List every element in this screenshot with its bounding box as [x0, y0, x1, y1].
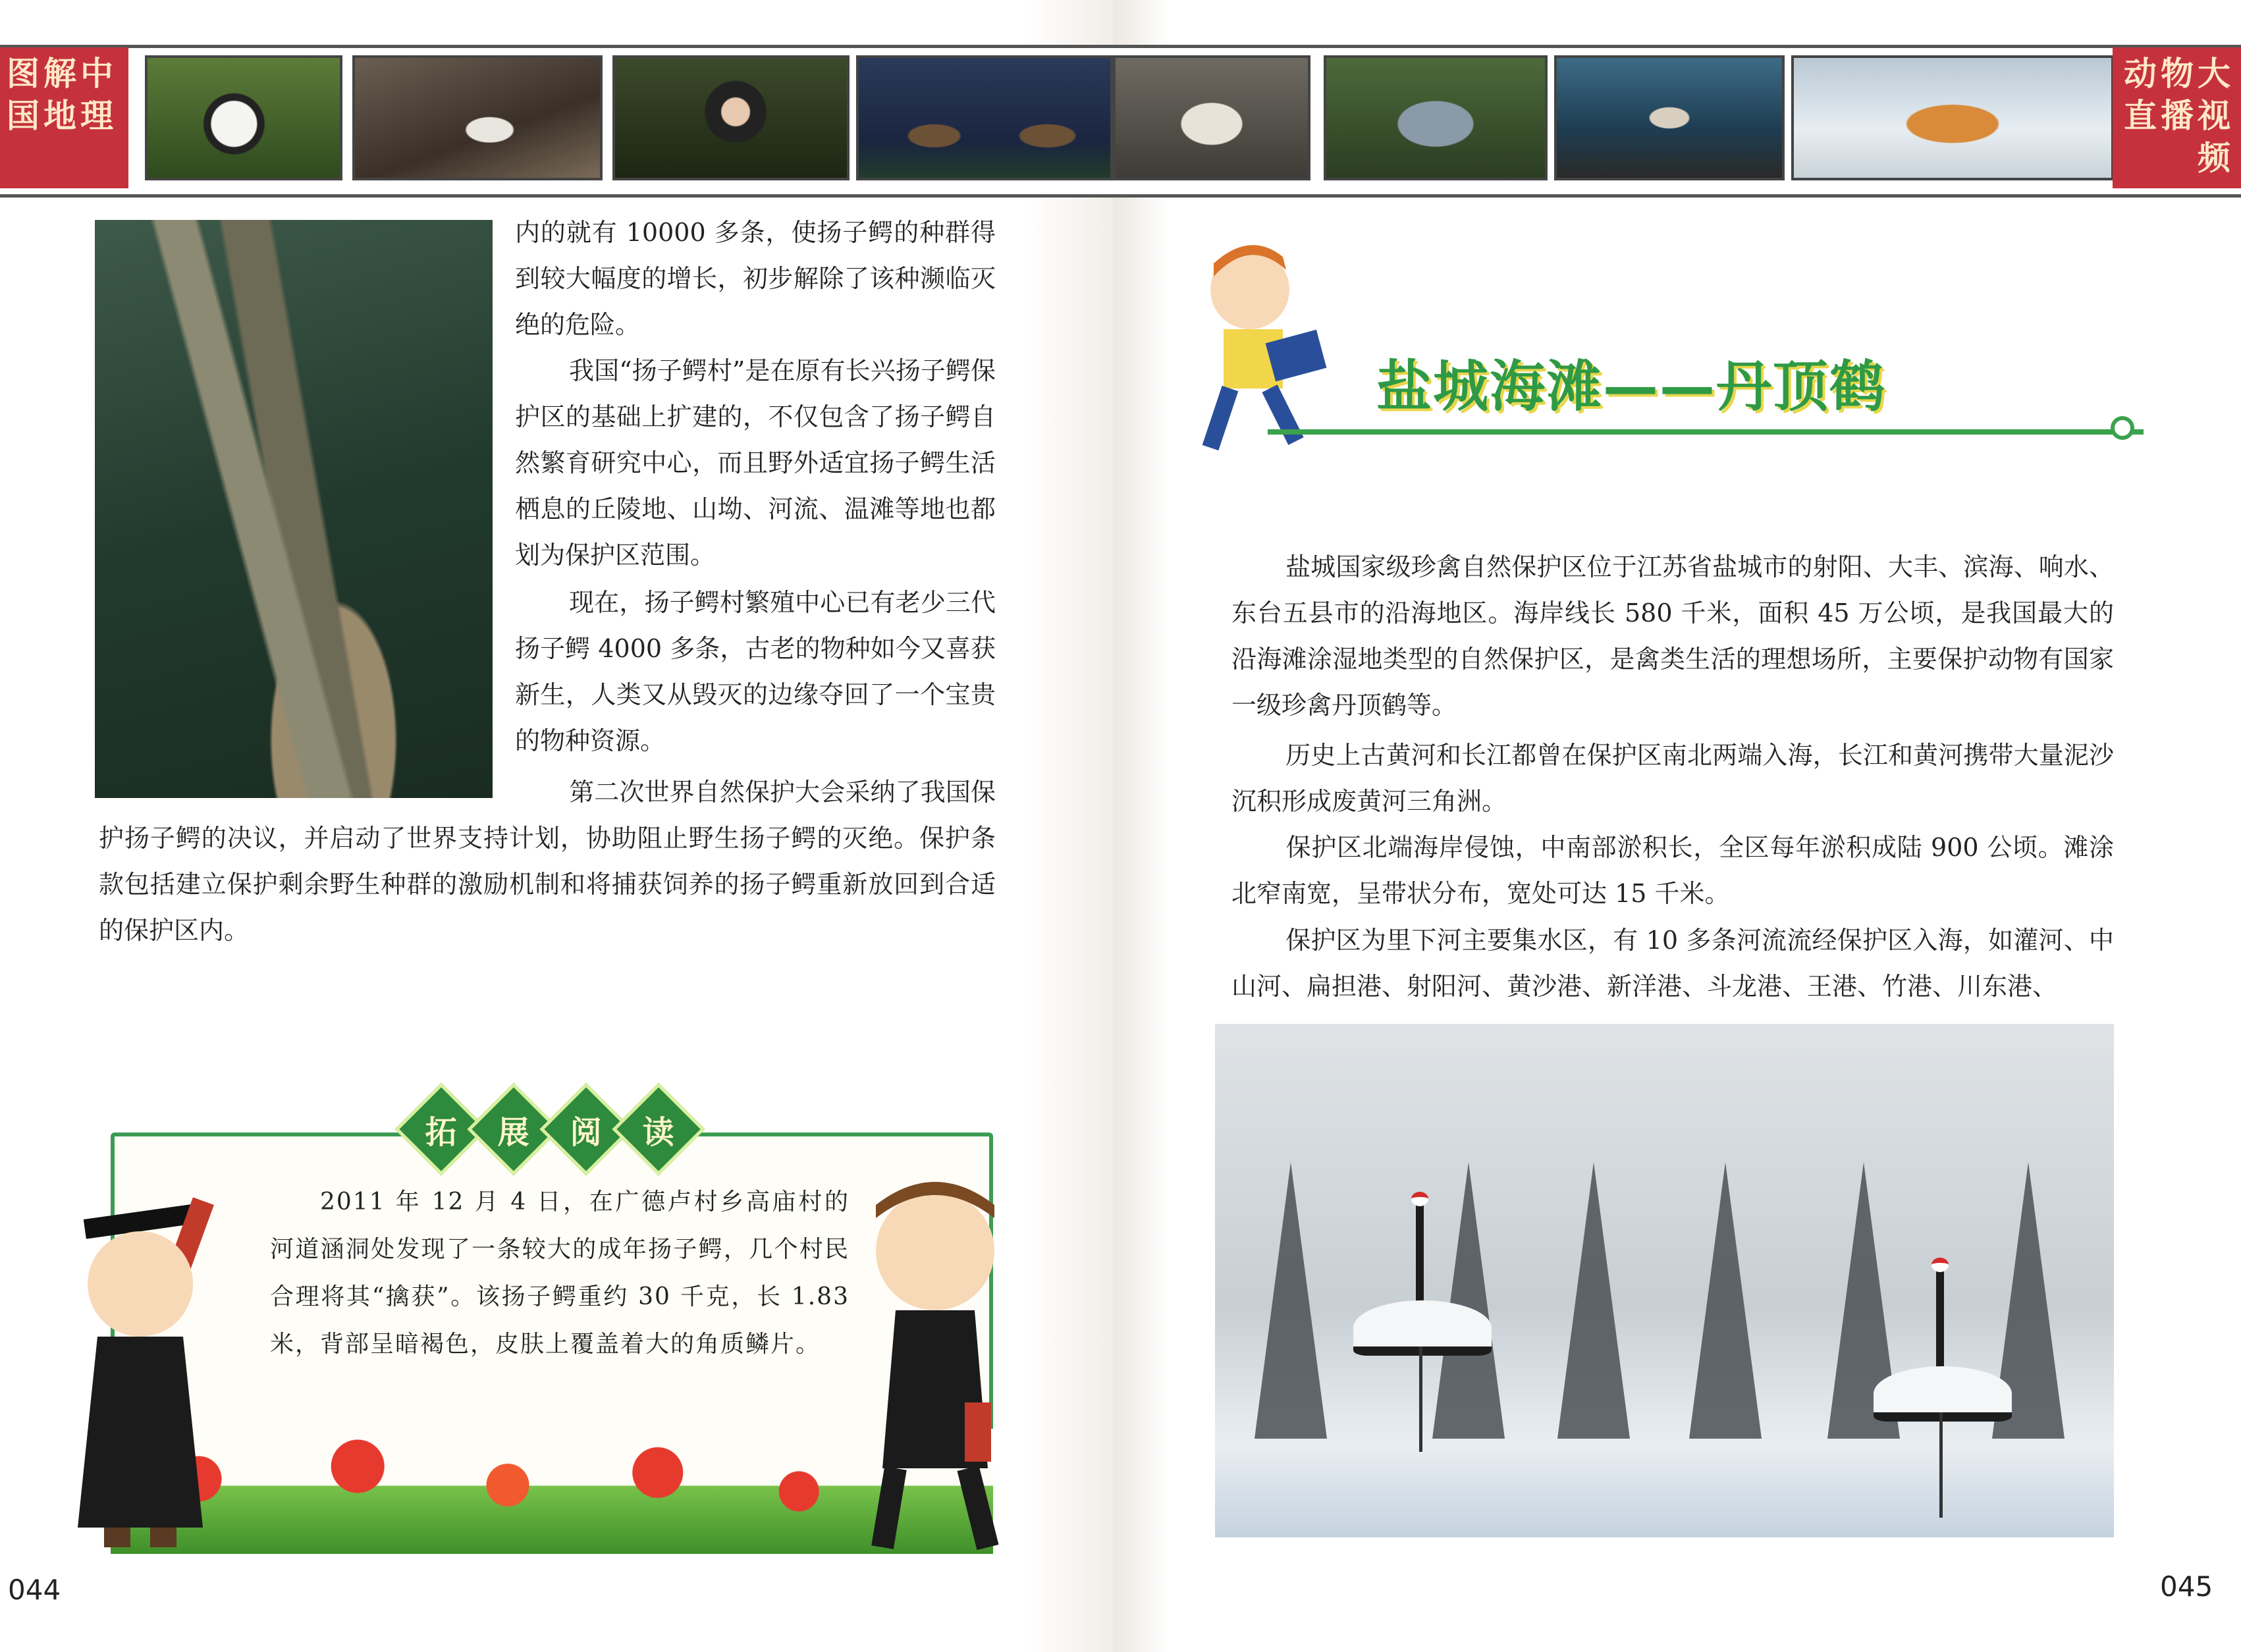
- tree: [1689, 1162, 1762, 1439]
- tiger-photo: [1791, 55, 2114, 180]
- body-paragraph: 历史上古黄河和长江都曾在保护区南北两端入海，长江和黄河携带大量泥沙沉积形成废黄河三角洲。: [1231, 741, 2114, 816]
- banner-text: 动物大直播视频: [2124, 55, 2234, 177]
- crane: [1353, 1274, 1492, 1373]
- heading-line-end-icon: [2111, 416, 2134, 440]
- extended-reading-text: 2011 年 12 月 4 日，在广德卢村乡高庙村的河道涵洞处发现了一条较大的成年扬子鳄，几个村民合理将其“擒获”。该扬子鳄重约 30 千克，长 1.83 米，背部呈暗褐色，皮肤上覆盖着大的角质鳞片。: [270, 1188, 850, 1358]
- crocodile-photo: [1324, 55, 1548, 180]
- page-number: 044: [8, 1574, 61, 1606]
- right-page: [1113, 0, 2241, 1652]
- section-banner: [2113, 47, 2241, 188]
- walking-boy-cartoon-icon: [836, 1159, 1034, 1554]
- goat-photo: [352, 55, 603, 180]
- section-heading: 盐城海滩——丹顶鹤: [1376, 354, 1887, 419]
- title-char: 展: [467, 1082, 560, 1175]
- snow-leopard-photo: [1113, 55, 1310, 180]
- banner-text: 图解中国地理: [7, 55, 117, 135]
- red-crowned-crane-photo: [1215, 1024, 2114, 1537]
- deer-photo: [856, 55, 1113, 180]
- body-paragraph: 第二次世界自然保护大会采纳了我国保护扬子鳄的决议，并启动了世界支持计划，协助阻止野生扬子鳄的灭绝。保护条款包括建立保护剩余野生种群的激励机制和将捕获饲养的扬子鳄重新放回到合适的保护区内。: [99, 778, 996, 945]
- crane: [1874, 1340, 2012, 1439]
- graduate-cartoon-icon: [58, 1185, 256, 1554]
- reading-boy-cartoon-icon: [1184, 237, 1349, 461]
- seal-photo: [1554, 55, 1785, 180]
- title-char: 阅: [539, 1082, 632, 1175]
- heading-underline: [1268, 429, 2144, 435]
- body-paragraph: 保护区北端海岸侵蚀，中南部淤积长，全区每年淤积成陆 900 公顷。滩涂北窄南宽，呈带状分布，宽处可达 15 千米。: [1231, 833, 2114, 908]
- tree: [1557, 1162, 1630, 1439]
- extended-reading-title: [408, 1096, 691, 1169]
- monkey-photo: [612, 55, 850, 180]
- left-page: [0, 0, 1113, 1652]
- title-char: 拓: [394, 1082, 487, 1175]
- tree: [1255, 1162, 1327, 1439]
- body-paragraph: 我国“扬子鳄村”是在原有长兴扬子鳄保护区的基础上扩建的，不仅包含了扬子鳄自然繁育研究中心，而且野外适宜扬子鳄生活栖息的丘陵地、山坳、河流、温滩等地也都划为保护区范围。: [515, 356, 996, 570]
- body-paragraph: 现在，扬子鳄村繁殖中心已有老少三代扬子鳄 4000 多条，古老的物种如今又喜获新生，人类又从毁灭的边缘夺回了一个宝贵的物种资源。: [515, 588, 996, 755]
- body-paragraph: 内的就有 10000 多条，使扬子鳄的种群得到较大幅度的增长，初步解除了该种濒临灭绝的危险。: [515, 218, 996, 339]
- body-paragraph: 保护区为里下河主要集水区，有 10 多条河流流经保护区入海，如灌河、中山河、扁担港、射阳河、黄沙港、新洋港、斗龙港、王港、竹港、川东港、: [1231, 926, 2114, 1001]
- body-paragraph: 盐城国家级珍禽自然保护区位于江苏省盐城市的射阳、大丰、滨海、响水、东台五县市的沿海地区。海岸线长 580 千米，面积 45 万公顷，是我国最大的沿海滩涂湿地类型的自然保护区，是禽类生活的理想场所，主要保护动物有国家一级珍禽丹顶鹤等。: [1231, 552, 2114, 720]
- page-number: 045: [2160, 1570, 2213, 1603]
- section-banner: [0, 47, 128, 188]
- title-char: 读: [612, 1082, 705, 1175]
- panda-photo: [145, 55, 342, 180]
- alligator-photo: [95, 220, 493, 798]
